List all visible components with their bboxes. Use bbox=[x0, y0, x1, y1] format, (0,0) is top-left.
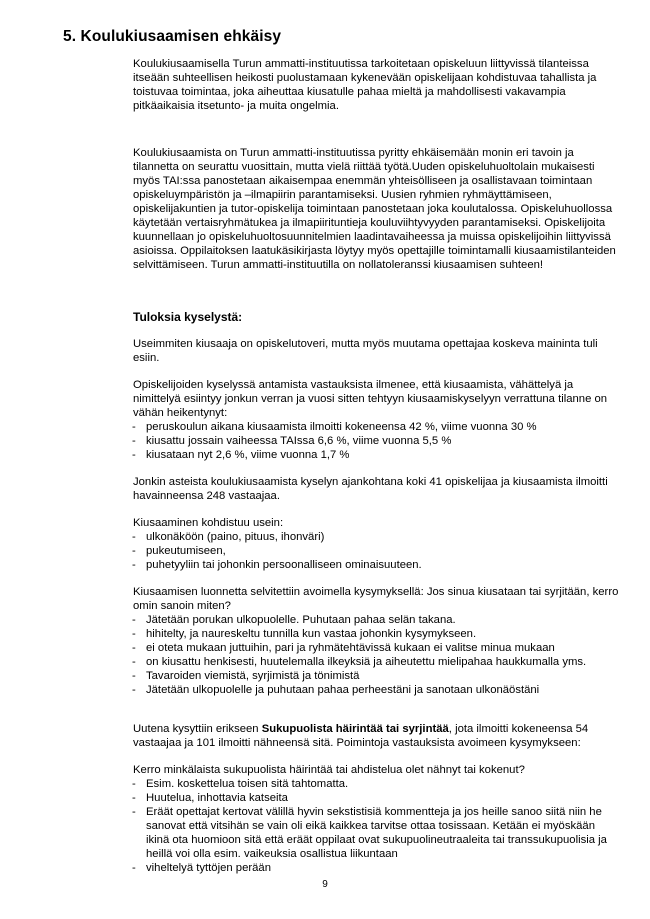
prevention-paragraph bbox=[133, 146, 621, 272]
count-paragraph bbox=[133, 475, 621, 503]
text-run: , jota ilmoitti kokeneensa 54 vastaajaa ja 101 ilmoitti nähneensä sitä. Poimintoja vastauksista avoimeen kysymykseen: bbox=[133, 723, 589, 749]
list-item: - Jätetään ulkopuolelle ja puhutaan pahaa perheestäni ja sanotaan ulkonäöstäni bbox=[133, 683, 621, 697]
results-subheading bbox=[133, 310, 621, 324]
list-item: - kiusataan nyt 2,6 %, viime vuonna 1,7 % bbox=[133, 448, 621, 462]
targets-paragraph bbox=[133, 516, 621, 572]
paragraph-text: Kerro minkälaista sukupuolista häirintää tai ahdistelua olet nähnyt tai kokenut? bbox=[133, 764, 525, 776]
page-number: 9 bbox=[322, 879, 328, 890]
targets-list bbox=[133, 530, 621, 572]
paragraph-text: Jonkin asteista koulukiusaamista kyselyn ajankohtana koki 41 opiskelijaa ja kiusaamista ilmoitti havainneensa 248 vastaajaa. bbox=[133, 476, 608, 502]
paragraph-text: Koulukiusaamisella Turun ammatti-instituutissa tarkoitetaan opiskeluun liittyvissä tilanteissa itseään suhteellisen heikosti puolustamaan kykenevään opiskelijaan kohdistuvaa tahallista ja toistuvaa toimintaa, joka aiheuttaa kiusatulle pahaa mieltä ja mahdollisesti vakavampia pitkäaikaisia itsetunto- ja muita ongelmia. bbox=[133, 58, 597, 112]
list-item: - Jätetään porukan ulkopuolelle. Puhutaan pahaa selän takana. bbox=[133, 613, 621, 627]
list-item: - kiusattu jossain vaiheessa TAIssa 6,6 %, viime vuonna 5,5 % bbox=[133, 434, 621, 448]
definition-paragraph bbox=[133, 57, 621, 113]
harassment-list bbox=[133, 777, 621, 875]
list-item: - Tavaroiden viemistä, syrjimistä ja tönimistä bbox=[133, 669, 621, 683]
list-item: - Eräät opettajat kertovat välillä hyvin sekstistisiä kommentteja ja jos heille sanoo siitä niin he sanovat että vitsihän se vain oli eikä kaikkea tarvitse ottaa tosissaan. Ketään ei myöskään ikinä ota huomioon sitä että eräät oppilaat ovat sukupuolineutraaleita tai transsukupuolisia ja heillä voi olla esim. vaikeuksia osallistua liikuntaan bbox=[133, 805, 621, 861]
bold-text: Sukupuolista häirintää tai syrjintää bbox=[261, 723, 449, 735]
bully-paragraph bbox=[133, 337, 621, 365]
nature-paragraph bbox=[133, 585, 621, 697]
paragraph-text: Opiskelijoiden kyselyssä antamista vastauksista ilmenee, että kiusaamista, vähättelyä ja nimittelyä esiintyy jonkun verran ja vuosi sitten tehtyyn kiusaamiskyselyyn verrattuna tilanne on vähän heikentynyt: bbox=[133, 379, 608, 419]
list-item: - ulkonäköön (paino, pituus, ihonväri) bbox=[133, 530, 621, 544]
paragraph-text bbox=[133, 722, 621, 750]
list-item: - on kiusattu henkisesti, huutelemalla ilkeyksiä ja aiheutettu mielipahaa haukkumalla yms. bbox=[133, 655, 621, 669]
answers-list bbox=[133, 613, 621, 697]
subheading-text: Tuloksia kyselystä: bbox=[133, 310, 243, 324]
question-paragraph bbox=[133, 763, 621, 875]
list-item: - ei oteta mukaan juttuihin, pari ja ryhmätehtävissä kukaan ei valitse minua mukaan bbox=[133, 641, 621, 655]
paragraph-text: Kiusaaminen kohdistuu usein: bbox=[133, 517, 284, 529]
list-item: - peruskoulun aikana kiusaamista ilmoitti kokeneensa 42 %, viime vuonna 30 % bbox=[133, 420, 621, 434]
statistics-list bbox=[133, 420, 621, 462]
paragraph-text: Useimmiten kiusaaja on opiskelutoveri, mutta myös muutama opettajaa koskeva maininta tuli esiin. bbox=[133, 338, 598, 364]
survey-paragraph bbox=[133, 378, 621, 462]
list-item: - Esim. koskettelua toisen sitä tahtomatta. bbox=[133, 777, 621, 791]
harassment-paragraph bbox=[133, 722, 621, 750]
paragraph-text: Kiusaamisen luonnetta selvitettiin avoimella kysymyksellä: Jos sinua kiusataan tai syrjitään, kerro omin sanoin miten? bbox=[133, 586, 619, 612]
text-run: Uutena kysyttiin erikseen bbox=[133, 723, 262, 735]
list-item: - pukeutumiseen, bbox=[133, 544, 621, 558]
list-item: - hihitelty, ja naureskeltu tunnilla kun vastaa johonkin kysymykseen. bbox=[133, 627, 621, 641]
list-item: - Huutelua, inhottavia katseita bbox=[133, 791, 621, 805]
list-item: - viheltelyä tyttöjen perään bbox=[133, 861, 621, 875]
paragraph-text: Koulukiusaamista on Turun ammatti-instituutissa pyritty ehkäisemään monin eri tavoin ja tilannetta on seurattu vuosittain, mutta vielä riittää työtä.Uuden opiskeluhuoltolain mukaisesti myös TAI:ssa panostetaan aikaisempaa enemmän yhteisölliseen ja osallistavaan toimintaan opiskeluympäristön ja –ilmapiirin parantamiseksi. Uusien ryhmien ryhmäyttämiseen, opiskelijakuntien ja tutor-opiskelija toimintaan panostetaan joka koulutalossa. Opiskeluhuollossa käytetään vertaisryhmätukea ja ilmapiirituntieja kouluviihtyvyyden parantamiseksi. Opiskelijoita kuunnellaan jo opiskeluhuoltosuunnitelmien laadintavaiheessa ja muissa opiskelijoihin liittyvissä asioissa. Oppilaitoksen laatukäsikirjasta löytyy myös opettajille toimintamalli kiusaamistilanteiden selvittämiseen. Turun ammatti-instituutilla on nollatoleranssi kiusaamisen suhteen! bbox=[133, 147, 616, 271]
section-heading: 5. Koulukiusaamisen ehkäisy bbox=[63, 28, 282, 45]
list-item: - puhetyyliin tai johonkin persoonalliseen ominaisuuteen. bbox=[133, 558, 621, 572]
